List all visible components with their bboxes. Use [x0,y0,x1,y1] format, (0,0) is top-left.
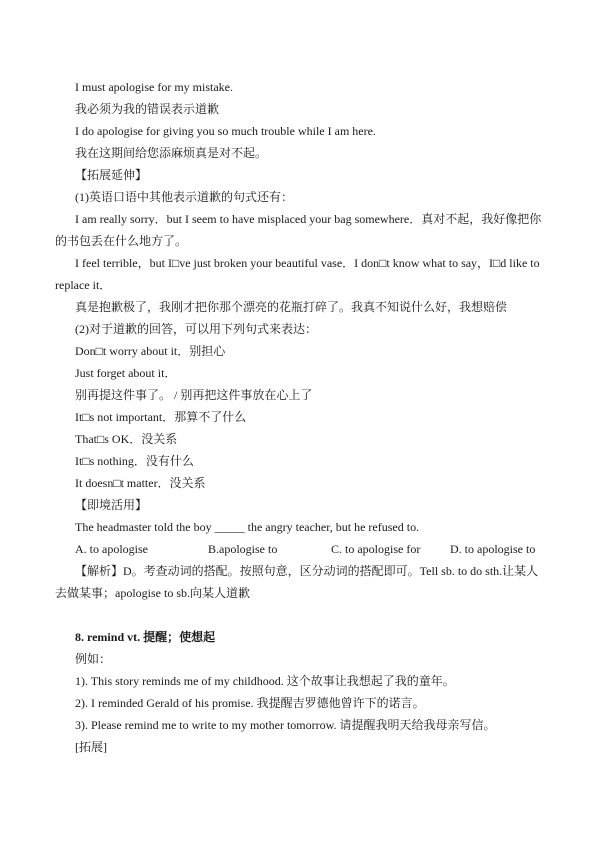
line: 去做某事；apologise to sb.向某人道歉 [55,586,250,600]
line: 别再提这件事了。 / 别再把这件事放在心上了 [75,388,313,402]
line: It□s not important．那算不了什么 [75,410,247,424]
question-text: The headmaster told the boy _____ the angry teacher, but he refused to. [75,520,420,534]
line: 例如： [75,652,112,666]
example-line: 3). Please remind me to write to my mother tomorrow. 请提醒我明天给我母亲写信。 [75,718,496,732]
line: It□s nothing．没有什么 [75,454,194,468]
line: 我在这期间给您添麻烦真是对不起。 [75,146,268,160]
line: I must apologise for my mistake. [75,80,233,94]
line: Just forget about it． [75,366,177,380]
option-b: B.apologise to [208,542,278,556]
line: [拓展] [75,740,107,754]
line: Don□t worry about it．别担心 [75,344,226,358]
line: 【解析】D。考查动词的搭配。按照句意，区分动词的搭配即可。Tell sb. to do sth.让某人 [75,564,539,578]
example-line: 2). I reminded Gerald of his promise. 我提醒吉罗德他曾许下的诺言。 [75,696,425,710]
option-a: A. to apologise [75,542,148,556]
line: replace it． [55,278,112,292]
line: (2)对于道歉的回答，可以用下列句式来表达： [75,322,317,336]
line: It doesn□t matter．没关系 [75,476,206,490]
section-heading: 【即境活用】 [75,498,148,512]
section-heading: 【拓展延伸】 [75,168,148,182]
line: 真是抱歉极了，我刚才把你那个漂亮的花瓶打碎了。我真不知说什么好，我想赔偿 [75,300,508,314]
line: 我必须为我的错误表示道歉 [75,102,220,116]
option-d: D. to apologise to [450,542,536,556]
line: I am really sorry．but I seem to have misplaced your bag somewhere．真对不起，我好像把你 [75,212,542,226]
option-c: C. to apologise for [331,542,421,556]
example-line: 1). This story reminds me of my childhood. 这个故事让我想起了我的童年。 [75,674,455,688]
line: I do apologise for giving you so much trouble while I am here. [75,124,376,138]
line: I feel terrible，but I□ve just broken your beautiful vase．I don□t know what to say，I□d like to [75,256,540,270]
line: That□s OK．没关系 [75,432,178,446]
vocab-heading: 8. remind vt. 提醒；使想起 [75,630,216,644]
line: 的书包丢在什么地方了。 [55,234,188,248]
line: (1)英语口语中其他表示道歉的句式还有： [75,190,293,204]
